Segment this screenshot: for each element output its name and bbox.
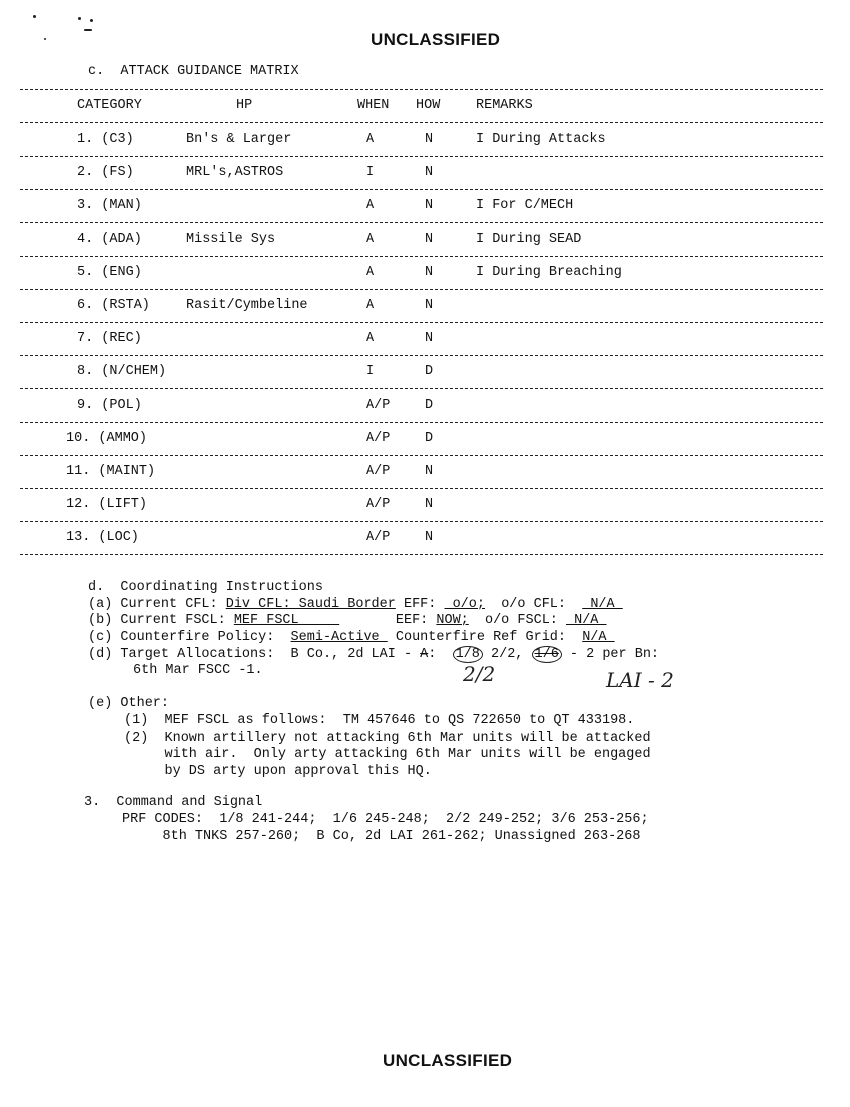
target-alloc-colon: :	[428, 647, 453, 662]
header-classification: UNCLASSIFIED	[371, 30, 501, 49]
divider	[20, 388, 823, 389]
circled-allocation: 1/8	[453, 646, 483, 663]
row-how: N	[425, 231, 434, 247]
fscl-eff-value: NOW;	[436, 613, 469, 628]
divider	[20, 256, 823, 257]
divider	[20, 488, 823, 489]
row-when: A/P	[366, 397, 391, 413]
coord-line-c	[88, 630, 615, 645]
struck-text: A	[420, 647, 429, 662]
other-item-1: (1) MEF FSCL as follows: TM 457646 to QS 722650 to QT 433198.	[124, 713, 635, 728]
scan-speck	[44, 38, 46, 40]
cfl-eff-value: o/o;	[444, 597, 485, 612]
oo-cfl-value: N/A	[582, 597, 623, 612]
cfl-label: (a) Current CFL:	[88, 597, 226, 612]
row-remarks: I During SEAD	[476, 231, 582, 247]
header-hp: HP	[236, 98, 253, 113]
footer-classification: UNCLASSIFIED	[383, 1051, 513, 1070]
row-category: 5. (ENG)	[77, 264, 142, 280]
row-when: I	[366, 364, 375, 380]
row-category: 6. (RSTA)	[77, 298, 150, 313]
row-category: 12. (LIFT)	[66, 497, 148, 513]
handwritten-note: 2/2	[463, 662, 496, 686]
row-how: N	[425, 331, 434, 347]
header-category: CATEGORY	[77, 98, 142, 113]
row-how: N	[425, 530, 434, 546]
fscl-eff-label: EEF:	[339, 613, 437, 628]
target-alloc-suffix: - 2 per Bn:	[561, 647, 660, 662]
oo-fscl-label: o/o FSCL:	[468, 613, 566, 628]
header-remarks: REMARKS	[476, 98, 533, 113]
row-when: A/P	[366, 430, 391, 446]
circled-allocation-struck: 1/6	[532, 646, 562, 663]
row-remarks: I During Attacks	[476, 132, 606, 147]
scan-speck	[33, 15, 36, 18]
scan-speck	[84, 29, 92, 31]
row-category: 2. (FS)	[77, 165, 134, 181]
fscl-label: (b) Current FSCL:	[88, 613, 234, 628]
header-how: HOW	[416, 98, 441, 113]
coord-heading: d. Coordinating Instructions	[88, 580, 323, 595]
oo-cfl-label: o/o CFL:	[485, 597, 583, 612]
row-when: I	[366, 165, 375, 181]
coord-line-d2: 6th Mar FSCC -1.	[133, 663, 263, 678]
cfl-eff-label: EFF:	[395, 597, 445, 612]
command-heading: 3. Command and Signal	[84, 795, 263, 810]
handwritten-note: LAI - 2	[606, 668, 674, 692]
row-when: A	[366, 231, 375, 247]
row-category: 10. (AMMO)	[66, 430, 148, 446]
oo-fscl-value: N/A	[566, 613, 607, 628]
row-category: 4. (ADA)	[77, 231, 142, 247]
row-when: A/P	[366, 530, 391, 546]
row-how: D	[425, 397, 434, 413]
cfl-value: Div CFL: Saudi Border	[225, 597, 396, 612]
other-heading: (e) Other:	[88, 696, 170, 711]
row-category: 11. (MAINT)	[66, 464, 156, 479]
ref-grid-label: Counterfire Ref Grid:	[387, 630, 583, 645]
row-remarks: I During Breaching	[476, 264, 622, 280]
coord-line-d	[88, 647, 659, 662]
fscl-value: MEF FSCL	[233, 613, 340, 628]
divider	[20, 289, 823, 290]
row-when: A/P	[366, 464, 391, 479]
target-alloc-mid: 2/2,	[482, 647, 532, 662]
divider	[20, 189, 823, 190]
divider	[20, 222, 823, 223]
prf-codes-line: 8th TNKS 257-260; B Co, 2d LAI 261-262; Unassigned 263-268	[122, 829, 641, 844]
target-alloc-label: (d) Target Allocations: B Co., 2d LAI -	[88, 647, 421, 662]
divider	[20, 156, 823, 157]
row-remarks: I For C/MECH	[476, 198, 574, 214]
row-category: 1. (C3)	[77, 132, 134, 147]
row-category: 13. (LOC)	[66, 530, 139, 546]
row-how: N	[425, 464, 434, 479]
divider	[20, 122, 823, 123]
row-how: N	[425, 165, 434, 181]
row-how: N	[425, 497, 434, 513]
other-item-2-line: with air. Only arty attacking 6th Mar units will be engaged	[124, 747, 651, 762]
row-when: A	[366, 132, 375, 147]
row-hp: Rasit/Cymbeline	[186, 298, 308, 313]
row-category: 9. (POL)	[77, 397, 142, 413]
divider	[20, 554, 823, 555]
row-how: D	[425, 430, 434, 446]
divider	[20, 455, 823, 456]
row-how: D	[425, 364, 434, 380]
prf-codes-line: PRF CODES: 1/8 241-244; 1/6 245-248; 2/2 249-252; 3/6 253-256;	[122, 812, 649, 827]
divider	[20, 521, 823, 522]
row-category: 7. (REC)	[77, 331, 142, 347]
counterfire-label: (c) Counterfire Policy:	[88, 630, 291, 645]
row-category: 3. (MAN)	[77, 198, 142, 214]
row-category: 8. (N/CHEM)	[77, 364, 167, 380]
scan-speck	[90, 19, 93, 22]
row-how: N	[425, 298, 434, 313]
row-hp: Bn's & Larger	[186, 132, 292, 147]
matrix-title: c. ATTACK GUIDANCE MATRIX	[88, 64, 299, 79]
row-hp: MRL's,ASTROS	[186, 165, 284, 181]
other-item-2-line: (2) Known artillery not attacking 6th Mar units will be attacked	[124, 731, 651, 746]
ref-grid-value: N/A	[582, 630, 615, 645]
row-how: N	[425, 198, 434, 214]
row-how: N	[425, 132, 434, 147]
row-when: A	[366, 198, 375, 214]
row-when: A	[366, 331, 375, 347]
divider	[20, 89, 823, 90]
coord-line-b	[88, 613, 607, 628]
coord-line-a	[88, 597, 623, 612]
row-when: A	[366, 298, 375, 313]
row-how: N	[425, 264, 434, 280]
divider	[20, 322, 823, 323]
row-when: A/P	[366, 497, 391, 513]
row-when: A	[366, 264, 375, 280]
counterfire-policy: Semi-Active	[290, 630, 388, 645]
scan-speck	[78, 17, 81, 20]
other-item-2-line: by DS arty upon approval this HQ.	[124, 764, 432, 779]
divider	[20, 422, 823, 423]
row-hp: Missile Sys	[186, 231, 276, 247]
header-when: WHEN	[357, 98, 390, 113]
divider	[20, 355, 823, 356]
